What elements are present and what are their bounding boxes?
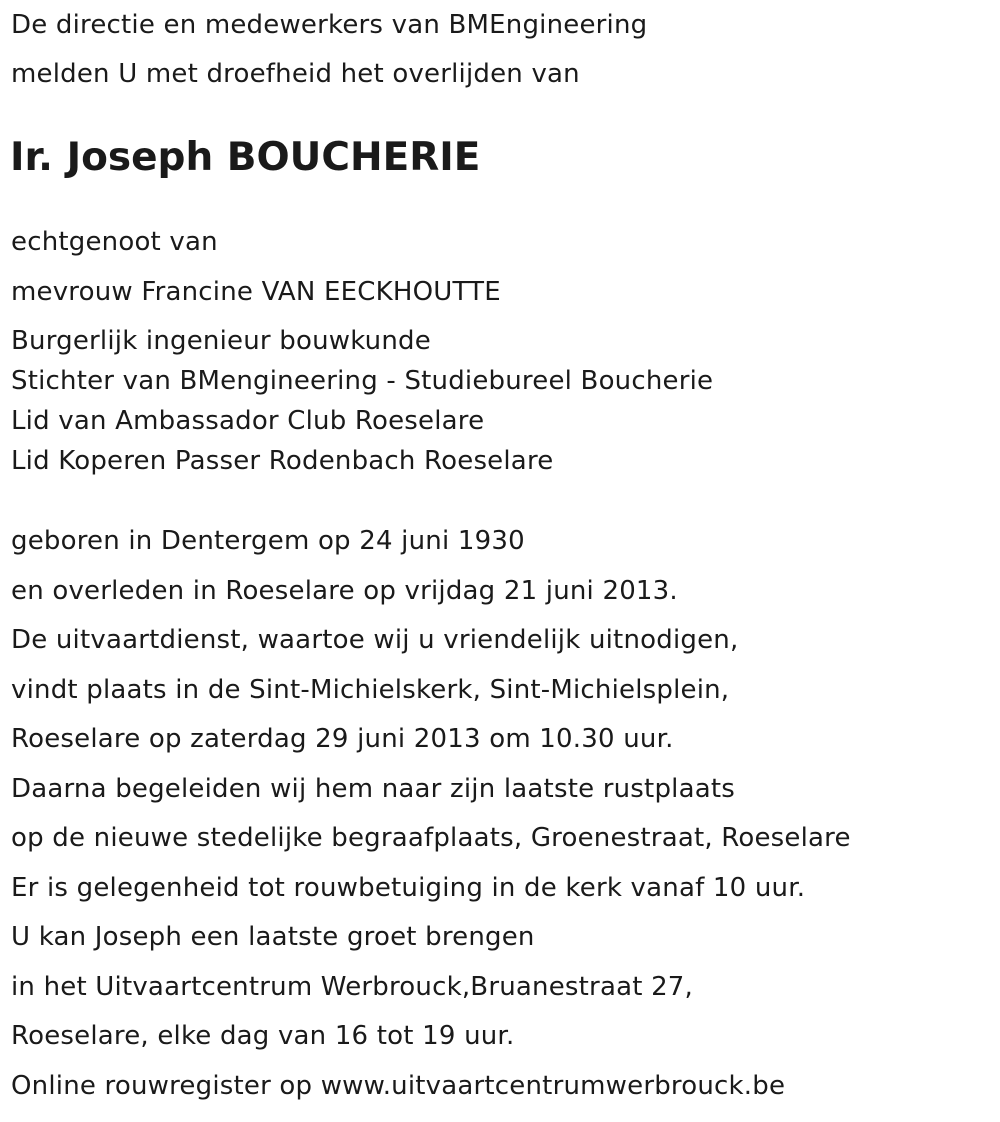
online-register-line: Online rouwregister op www.uitvaartcentrumwerbrouck.be <box>11 1071 786 1101</box>
spouse-name: mevrouw Francine VAN EECKHOUTTE <box>11 277 501 307</box>
deceased-name: Ir. Joseph BOUCHERIE <box>10 135 481 180</box>
detail-line: U kan Joseph een laatste groet brengen <box>11 922 535 952</box>
title-line: Lid van Ambassador Club Roeselare <box>11 406 485 436</box>
detail-line: Daarna begeleiden wij hem naar zijn laatste rustplaats <box>11 774 735 804</box>
title-line: Lid Koperen Passer Rodenbach Roeselare <box>11 446 554 476</box>
detail-line: op de nieuwe stedelijke begraafplaats, Groenestraat, Roeselare <box>11 823 851 853</box>
spouse-label: echtgenoot van <box>11 227 218 257</box>
detail-line: Roeselare op zaterdag 29 juni 2013 om 10.30 uur. <box>11 724 674 754</box>
detail-line: De uitvaartdienst, waartoe wij u vriendelijk uitnodigen, <box>11 625 739 655</box>
title-line: Burgerlijk ingenieur bouwkunde <box>11 326 431 356</box>
title-line: Stichter van BMengineering - Studiebureel Boucherie <box>11 366 714 396</box>
detail-line: Er is gelegenheid tot rouwbetuiging in de kerk vanaf 10 uur. <box>11 873 806 903</box>
detail-line: in het Uitvaartcentrum Werbrouck,Bruanestraat 27, <box>11 972 694 1002</box>
detail-line: Roeselare, elke dag van 16 tot 19 uur. <box>11 1021 515 1051</box>
detail-line: vindt plaats in de Sint-Michielskerk, Sint-Michielsplein, <box>11 675 730 705</box>
intro-line-2: melden U met droefheid het overlijden van <box>11 59 580 89</box>
detail-line: en overleden in Roeselare op vrijdag 21 juni 2013. <box>11 576 678 606</box>
intro-line-1: De directie en medewerkers van BMEngineering <box>11 10 648 40</box>
detail-line: geboren in Dentergem op 24 juni 1930 <box>11 526 525 556</box>
